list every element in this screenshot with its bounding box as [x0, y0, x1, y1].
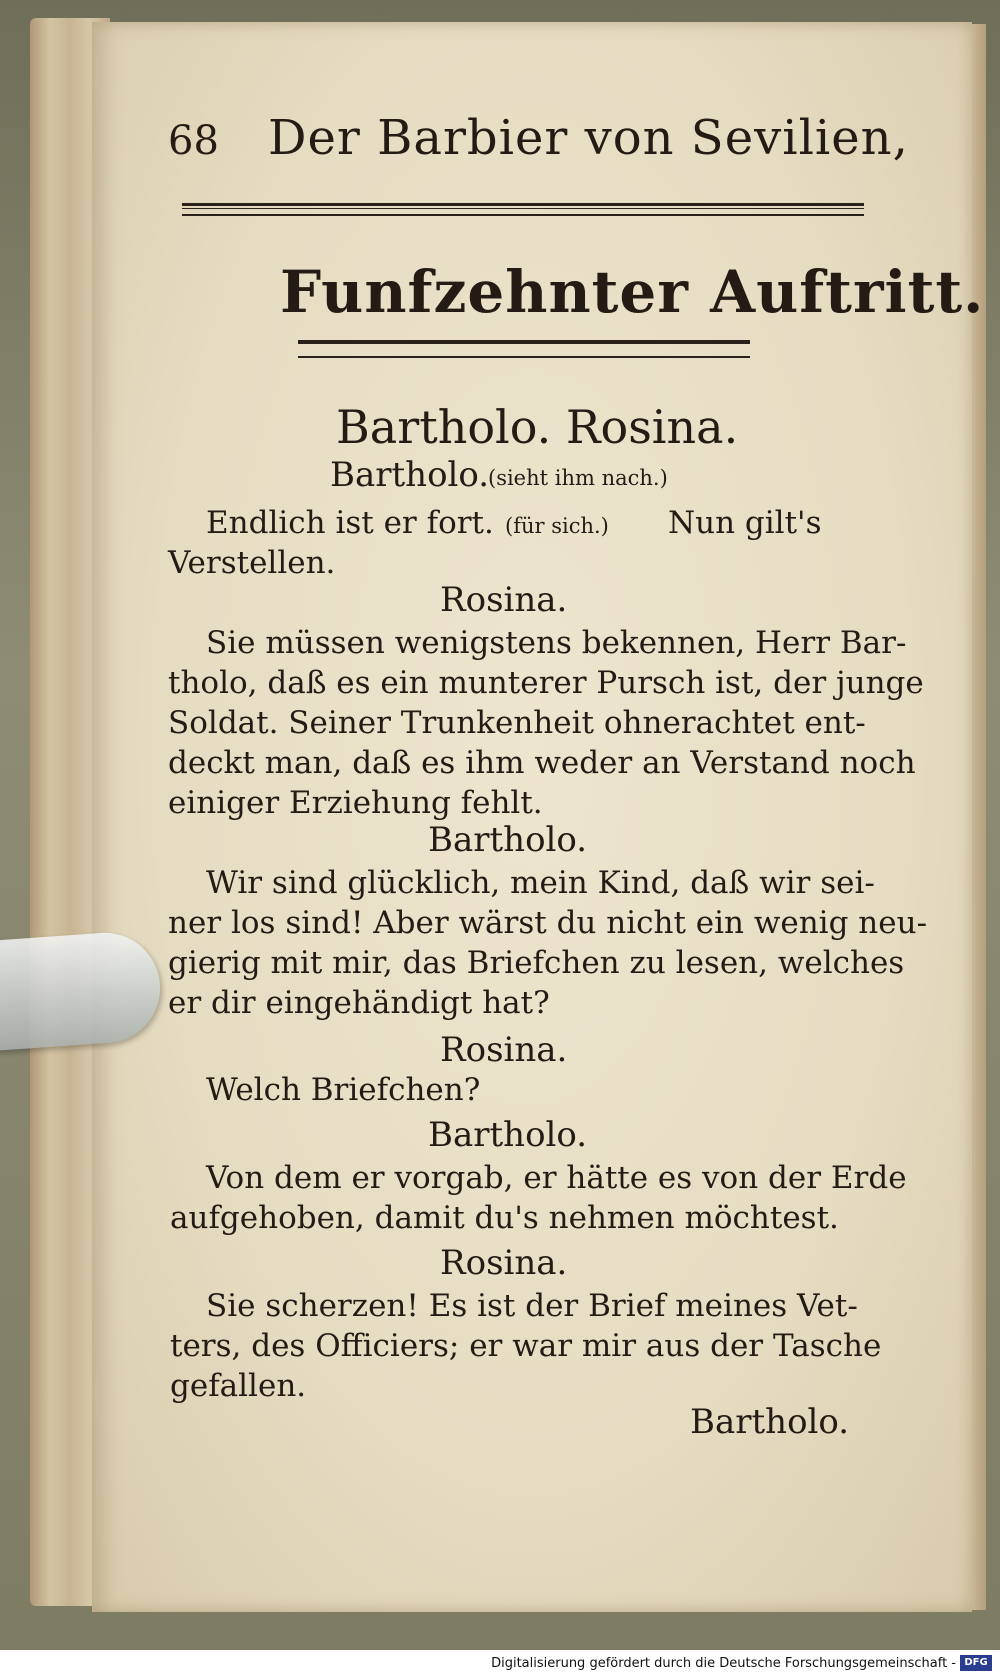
dialogue-line: aufgehoben, damit du's nehmen möchtest.: [170, 1200, 839, 1236]
catchword: Bartholo.: [690, 1402, 850, 1442]
page-number: 68: [168, 118, 219, 164]
speaker-name: Rosina.: [440, 1030, 568, 1070]
dialogue-line: deckt man, daß es ihm weder an Verstand noch: [168, 745, 916, 781]
dialogue-line: tholo, daß es ein munterer Pursch ist, der junge: [168, 665, 924, 701]
dialogue-line: Wir sind glücklich, mein Kind, daß wir sei-: [206, 865, 875, 901]
header-rule: [182, 203, 864, 216]
dialogue-line: Sie müssen wenigstens bekennen, Herr Bar-: [206, 625, 907, 661]
dfg-logo: DFG: [960, 1655, 992, 1671]
stage-direction: (sieht ihm nach.): [488, 466, 668, 490]
speaker-name: Rosina.: [440, 580, 568, 620]
dialogue-line: Verstellen.: [168, 545, 336, 581]
speaker-name: Bartholo.: [428, 1115, 588, 1155]
dialogue-line: er dir eingehändigt hat?: [168, 985, 550, 1021]
footer-bar: [0, 1650, 1000, 1676]
cast-list: Bartholo. Rosina.: [336, 400, 739, 454]
dialogue-line: ner los sind! Aber wärst du nicht ein wenig neu-: [168, 905, 928, 941]
running-title: Der Barbier von Sevilien,: [268, 110, 909, 166]
dialogue-line: ters, des Officiers; er war mir aus der Tasche: [170, 1328, 882, 1364]
dialogue-line: einiger Erziehung fehlt.: [168, 785, 543, 821]
dfg-credit: Digitalisierung gefördert durch die Deutsche Forschungsgemeinschaft -: [491, 1656, 956, 1671]
dialogue-line: Sie scherzen! Es ist der Brief meines Vet-: [206, 1288, 858, 1324]
speaker-name: Rosina.: [440, 1243, 568, 1283]
dialogue-line: Welch Briefchen?: [206, 1072, 481, 1108]
speaker-name: Bartholo.: [330, 455, 490, 495]
heading-rule-thick: [298, 340, 750, 344]
dialogue-line: Endlich ist er fort.: [206, 505, 494, 541]
dialogue-line: Nun gilt's: [668, 505, 822, 541]
dialogue-line: Soldat. Seiner Trunkenheit ohnerachtet ent-: [168, 705, 866, 741]
dialogue-line: gierig mit mir, das Briefchen zu lesen, welches: [168, 945, 905, 981]
dialogue-line: Von dem er vorgab, er hätte es von der Erde: [206, 1160, 907, 1196]
stage-direction: (für sich.): [505, 514, 609, 538]
dialogue-line: gefallen.: [170, 1368, 307, 1404]
speaker-name: Bartholo.: [428, 820, 588, 860]
heading-rule-thin: [298, 356, 750, 358]
scene-heading: Funfzehnter Auftritt.: [280, 258, 985, 326]
